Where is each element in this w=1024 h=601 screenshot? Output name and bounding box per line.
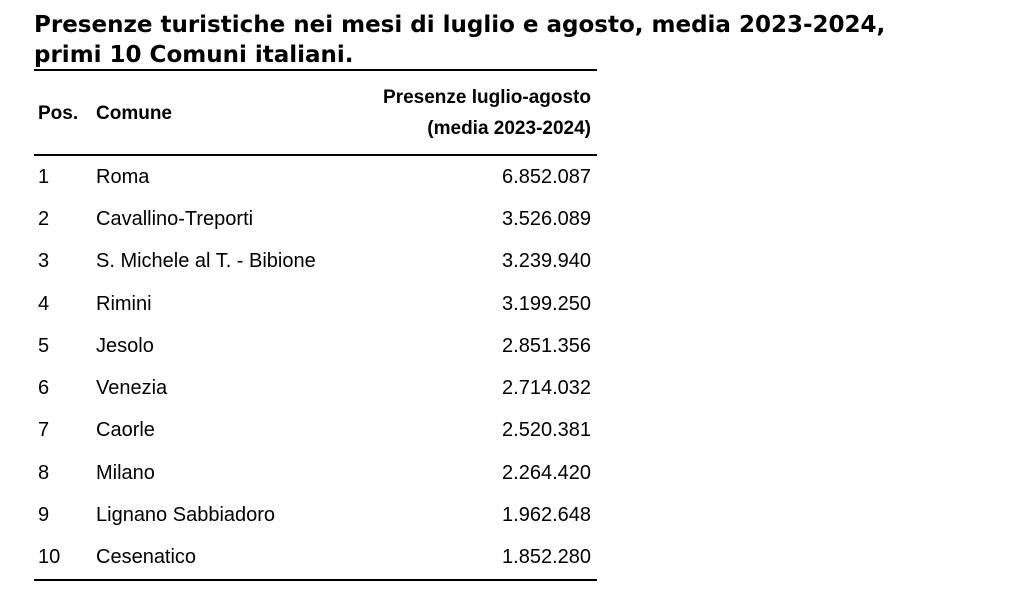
cell-pos: 9	[38, 504, 50, 527]
title-divider	[34, 69, 597, 71]
cell-comune: Lignano Sabbiadoro	[96, 504, 276, 527]
title-line-1: Presenze turistiche nei mesi di luglio e agosto, media 2023-2024,	[34, 12, 886, 38]
cell-comune: S. Michele al T. - Bibione	[96, 250, 316, 273]
page-title	[34, 10, 996, 70]
cell-presenze: 3.199.250	[502, 292, 591, 315]
cell-presenze: 1.962.648	[502, 504, 591, 527]
table-row	[34, 325, 597, 367]
header-comune: Comune	[92, 82, 351, 155]
cell-pos: 5	[38, 334, 50, 357]
cell-pos: 4	[38, 292, 50, 315]
cell-comune: Cesenatico	[92, 537, 351, 580]
cell-pos: 3	[38, 250, 50, 273]
cell-pos: 8	[38, 461, 50, 484]
cell-presenze: 2.851.356	[502, 334, 591, 357]
cell-comune: Cavallino-Treporti	[96, 207, 254, 230]
table-row	[34, 283, 597, 325]
table-row	[34, 452, 597, 494]
header-presenze-line-2: (media 2023-2024)	[427, 118, 591, 139]
title-line-2: primi 10 Comuni italiani.	[34, 42, 354, 68]
cell-presenze: 3.239.940	[502, 250, 591, 273]
cell-pos: 7	[38, 419, 50, 442]
table-row	[34, 494, 597, 536]
cell-comune: Jesolo	[96, 334, 154, 357]
cell-presenze: 3.526.089	[502, 207, 591, 230]
cell-comune: Caorle	[96, 419, 155, 442]
cell-pos: 10	[34, 537, 92, 580]
cell-comune: Milano	[96, 461, 155, 484]
cell-presenze: 2.264.420	[502, 461, 591, 484]
cell-pos: 1	[38, 165, 50, 188]
cell-presenze: 1.852.280	[351, 537, 597, 580]
header-presenze-line-1: Presenze luglio-agosto	[383, 87, 591, 108]
header-pos: Pos.	[34, 82, 92, 155]
cell-pos: 2	[38, 207, 50, 230]
cell-presenze: 2.714.032	[502, 377, 591, 400]
cell-presenze: 2.520.381	[502, 419, 591, 442]
table-row	[34, 537, 597, 580]
header-presenze	[351, 82, 597, 155]
cell-pos: 6	[38, 377, 50, 400]
cell-presenze: 6.852.087	[502, 165, 591, 188]
table-row	[34, 410, 597, 452]
cell-comune: Roma	[96, 165, 150, 188]
ranking-table	[34, 82, 597, 581]
cell-comune: Venezia	[96, 377, 168, 400]
table-row	[34, 198, 597, 240]
table-row	[34, 155, 597, 198]
table-row	[34, 241, 597, 283]
table-header-row	[34, 82, 597, 155]
table-row	[34, 367, 597, 409]
cell-comune: Rimini	[96, 292, 152, 315]
